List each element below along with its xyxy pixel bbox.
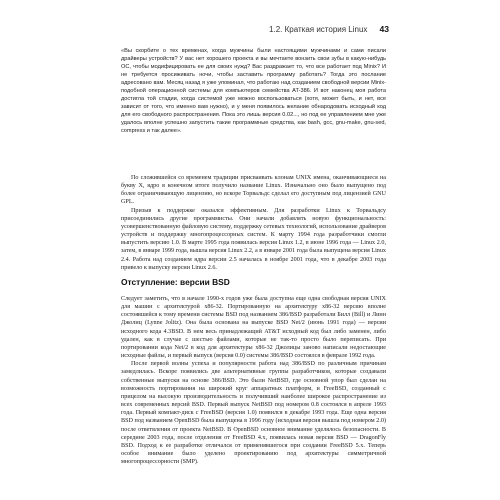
body-text-bsd — [121, 295, 386, 466]
paragraph-linux-versions: Призыв к поддержке оказался эффективным. Для разработки Linux к Торвальдсу присоединились другие программисты. Они начали добавлять новую функциональность: усовершенствованную файловую систему, поддержку сетевых технологий, использование драйверов устройств и поддержку многопроцессорных систем. К марту 1994 года разработчики смогли выпустить версию 1.0. В марте 1995 года появилась версия Linux 1.2, в июне 1996 года — Linux 2.0, затем, в январе 1999 года, вышла версия Linux 2.2, а в январе 2001 года была выпущена версия Linux 2.4. Работа над созданием ядра версии 2.5 началась в ноябре 2001 года, что в декабре 2003 года привело к выпуску версии Linux 2.6. — [121, 207, 386, 271]
paragraph-linux-name: По сложившейся со временем традиции присваивать клонам UNIX имена, оканчивающиеся на букву X, ядро в конечном итоге получило название Linux. Изначально оно было выпущено под более ограничивающую лицензию, но вскоре Торвальдс сделал его доступным под лицензией GNU GPL. — [121, 175, 386, 206]
running-header — [119, 24, 389, 36]
page-number: 43 — [379, 24, 389, 34]
body-text-linux — [121, 174, 386, 272]
running-header-section: 1.2. Краткая история Linux — [269, 25, 368, 34]
paragraph-bsd-forks: После первой волны успеха и популярности работа над 386/BSD по различным причинам замедлилась. Вскоре появились две альтернативные группы разработчиков, которые создавали собственные выпуски на основе 386/BSD. Это были NetBSD, где основной упор был сделан на возможность портирования на широкий круг аппаратных платформ, и FreeBSD, созданный с прицелом на высокую производительность и получивший наиболее широкое распространение из всех современных версий BSD. Первый выпуск NetBSD под номером 0.8 состоялся в апреле 1993 года. Первый компакт-диск с FreeBSD (версия 1.0) появился в декабре 1993 года. Еще одна версия BSD под названием OpenBSD была выпущена в 1996 году (исходная версия вышла под номером 2.0) после ответвления от проекта NetBSD. В OpenBSD основное внимание уделялось безопасности. В середине 2003 года, после отделения от FreeBSD 4.x, появилась новая версия BSD — DragonFly BSD. Подход к ее разработке отличался от применявшегося при создании FreeBSD 5.x. Теперь особое внимание было уделено проектированию под архитектуры симметричной многопроцессорности (SMP). — [121, 361, 386, 466]
torvalds-quote: «Вы скорбите о тех временах, когда мужчины были настоящими мужчинами и сами писали драйверы устройств? У вас нет хорошего проекта и вы мечтаете вонзить свои зубы в какую-нибудь ОС, чтобы модифицировать ее для своих нужд? Вас раздражает то, что все работает под Minix? И не требуется просиживать ночи, чтобы заставить программу работать? Тогда это послание адресовано вам. Месяц назад я уже упоминал, что работаю над созданием свободной версии Minix-подобной операционной системы для компьютеров семейства AT-386. И вот наконец моя работа достигла той стадии, когда системой уже можно воспользоваться (хотя, может быть, и нет, все зависит от того, что именно вам нужно), и у меня появилось желание обнародовать исходный код для его свободного распространения. Пока это лишь версия 0.02..., но под ее управлением мне уже удалось вполне успешно запустить такие программные средства, как bash, gcc, gnu-make, gnu-sed, compress и так далее». — [121, 48, 386, 135]
section-heading-bsd: Отступление: версии BSD — [121, 277, 230, 287]
paragraph-386bsd: Следует заметить, что в начале 1990-х годов уже была доступна еще одна свободная версия UNIX для машин с архитектурой x86-32. Портированную на архитектуру x86-32 версию вполне состоявшейся к тому времени системы BSD под названием 386/BSD разработали Билл (Bill) и Линн Джолиц (Lynne Jolitz). Она была основана на выпуске BSD Net/2 (июнь 1991 года) — версии исходного кода 4.3BSD. В нем весь принадлежащий AT&T исходный код был либо заменен, либо удален, как в случае с шестью файлами, которые не так-то просто было переписать. При портировании кода Net/2 в код для архитектуры x86-32 Джолицы заново написали недостающие исходные файлы, и первый выпуск (версия 0.0) системы 386/BSD состоялся в феврале 1992 года. — [121, 296, 386, 360]
